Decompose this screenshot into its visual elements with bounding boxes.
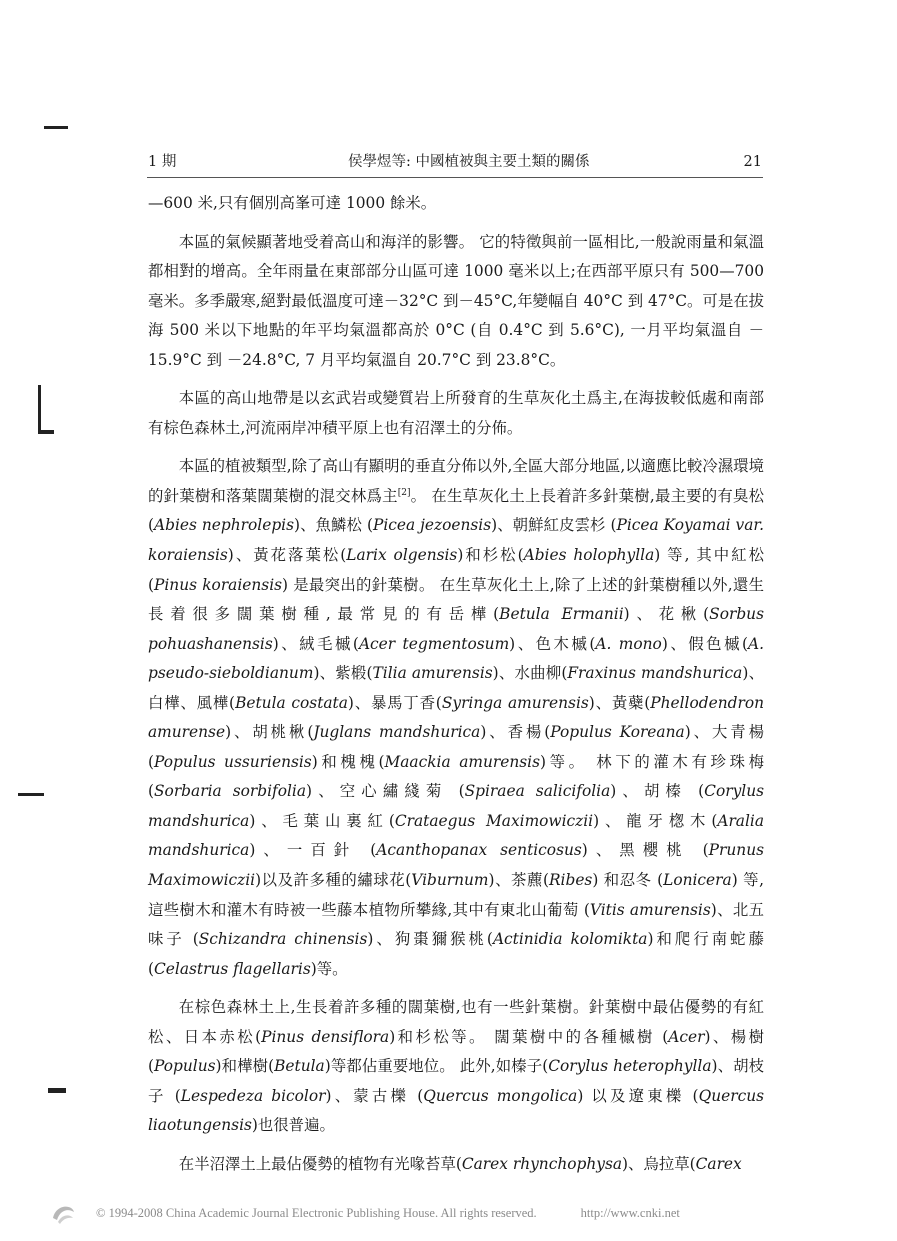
text-run: )、龍牙楤木( (593, 811, 718, 830)
body-text (148, 189, 764, 1189)
page-number: 21 (743, 154, 762, 170)
latin-name: Sorbus pohuashanensis (148, 605, 764, 653)
text-run: )等。 林下的灌木有珍珠梅 ( (148, 752, 765, 801)
footer (48, 1198, 748, 1228)
latin-name: Populus ussuriensis (154, 752, 312, 771)
latin-name: Phellodendron amurense (148, 693, 764, 742)
cnki-logo-icon (48, 1198, 78, 1228)
text-run: )和爬行南蛇藤( (148, 930, 764, 978)
text-run: )、胡榛 ( (610, 782, 705, 801)
text-run: )和杉松( (457, 546, 524, 565)
text-run: )、黑櫻桃 ( (581, 841, 709, 860)
latin-name: Larix olgensis (346, 546, 458, 565)
latin-name: Picea jezoensis (372, 516, 492, 535)
latin-name: Actinidia kolomikta (492, 930, 648, 949)
latin-name: Acer tegmentosum (358, 634, 510, 653)
latin-name: Betula (274, 1057, 325, 1076)
text-run: )、空心繡綫菊 ( (306, 782, 465, 801)
latin-name: Juglans mandshurica (313, 723, 481, 742)
latin-name: Betula costata (235, 693, 348, 712)
footer-url[interactable]: http://www.cnki.net (580, 1205, 680, 1220)
text-run: ) 等, 這些樹木和灌木有時被一些藤本植物所攀緣,其中有東北山葡萄 ( (148, 871, 765, 919)
text-run: )、黃蘗( (588, 693, 651, 712)
text-run: )、胡枝子 ( (148, 1057, 765, 1105)
latin-name: Prunus Maximowiczii (148, 841, 765, 890)
text-run: —600 米,只有個別高峯可達 1000 餘米。 (148, 194, 437, 212)
text-run: 。 在生草灰化土上長着許多針葉樹,最主要的有臭松 ( (148, 486, 764, 535)
latin-name: Lespedeza bicolor (180, 1086, 326, 1105)
paragraph (148, 452, 764, 984)
text-run: 在半沼澤土上最佔優勢的植物有光喙苔草( (178, 1154, 462, 1173)
text-run: ) 等, 其中紅松 ( (148, 546, 764, 594)
text-run: )、黃花落葉松( (227, 546, 347, 565)
text-run: 本區的氣候顯著地受着高山和海洋的影響。 它的特徵與前一區相比,一般說雨量和氣溫都相對的增高。全年雨量在東部部分山區可達 1000 毫米以上;在西部平原只有 500—700 毫米。多季嚴寒,絕對最低溫度可達－32°C 到－45°C,年變幅自 40°C 到 47°C。可是在拔海 500 米以下地點的年平均氣溫都高於 0°C (自 0.4°C 到 5.6°C), 一月平均氣溫自 －15.9°C 到 －24.8°C, 7 月平均氣溫自 20.7°C 到 23.8°C。 (148, 232, 764, 369)
text-run: )、花楸( (623, 605, 710, 624)
text-run: )、茶藨( (488, 871, 549, 890)
latin-name: Abies nephrolepis (154, 516, 294, 535)
paragraph (148, 384, 764, 443)
paragraph (148, 189, 764, 219)
text-run: )和樺樹( (215, 1057, 275, 1076)
latin-name: Corylus heterophylla (548, 1057, 712, 1076)
text-run: )、假色槭( (661, 634, 748, 653)
text-run: )和杉松等。 闊葉樹中的各種槭樹 ( (389, 1027, 669, 1046)
scan-mark (18, 793, 44, 796)
text-run: )、魚鱗松 ( (294, 516, 373, 535)
latin-name: Pinus densiflora (261, 1027, 390, 1046)
latin-name: Picea Koyamai var. koraiensis (148, 516, 764, 565)
text-run: )、大青楊( (148, 723, 764, 771)
latin-name: Acanthopanax senticosus (376, 841, 582, 860)
latin-name: Ribes (548, 871, 593, 890)
latin-name: Crataegus Maximowiczii (394, 811, 594, 830)
text-run: )、狗棗獮猴桃( (367, 930, 493, 949)
text-run: 在棕色森林土上,生長着許多種的闊葉樹,也有一些針葉樹。針葉樹中最佔優勢的有紅松、日本赤松( (148, 998, 764, 1046)
latin-name: Maackia amurensis (384, 752, 540, 771)
latin-name: Acer (668, 1027, 705, 1046)
text-run: ) 和忍冬 ( (592, 871, 664, 890)
text-run: )、毛葉山裏紅( (249, 811, 395, 830)
text-run: )、香楊( (480, 723, 551, 742)
text-run: ) 以及遼東櫟 ( (577, 1086, 699, 1105)
text-run: )等都佔重要地位。 此外,如榛子( (324, 1057, 549, 1076)
text-run: )、紫椴( (313, 664, 373, 683)
text-run: )、絨毛槭( (272, 634, 359, 653)
text-run: )、胡桃楸( (225, 723, 314, 742)
text-run: ) 是最突出的針葉樹。 在生草灰化土上,除了上述的針葉樹種以外,還生長着很多闊葉樹種,最常見的有岳樺( (148, 575, 764, 624)
latin-name: A. pseudo-sieboldianum (148, 634, 764, 683)
text-run: 本區的高山地帶是以玄武岩或變質岩上所發育的生草灰化土爲主,在海拔較低處和南部有棕色森林土,河流兩岸冲積平原上也有沼澤土的分佈。 (148, 389, 764, 437)
latin-name: Pinus koraiensis (154, 575, 283, 594)
text-run: )、北五味子 ( (148, 900, 764, 949)
latin-name: A. mono (595, 634, 662, 653)
latin-name: Spiraea salicifolia (464, 782, 611, 801)
paragraph (148, 1150, 764, 1180)
latin-name: Tilia amurensis (372, 664, 493, 683)
text-run: )、烏拉草( (622, 1154, 696, 1173)
scan-mark (38, 385, 41, 433)
running-header (148, 150, 762, 171)
latin-name: Abies holophylla (523, 546, 655, 565)
latin-name: Fraxinus mandshurica (567, 664, 743, 683)
latin-name: Carex (695, 1154, 742, 1173)
text-run: )等。 (310, 959, 348, 978)
latin-name: Sorbaria sorbifolia (154, 782, 307, 801)
latin-name: Betula Ermanii (499, 605, 624, 624)
latin-name: Syringa amurensis (441, 693, 589, 712)
text-run: )、蒙古櫟 ( (325, 1086, 424, 1105)
latin-name: Populus (154, 1057, 216, 1076)
latin-name: Schizandra chinensis (198, 930, 368, 949)
text-run: )、白樺、風樺( (148, 664, 764, 712)
scan-mark (44, 126, 68, 129)
text-run: 本區的植被類型,除了高山有顯明的垂直分佈以外,全區大部分地區,以適應比較冷濕環境的針葉樹和落葉闊葉樹的混交林爲主 (148, 457, 764, 505)
latin-name: Carex rhynchophysa (461, 1154, 623, 1173)
scan-mark (48, 1088, 66, 1093)
latin-name: Viburnum (411, 871, 489, 890)
latin-name: Quercus liaotungensis (148, 1086, 765, 1135)
reference-marker: [2] (397, 487, 411, 498)
latin-name: Corylus mandshurica (148, 782, 764, 830)
text-run: )和槐槐( (311, 752, 385, 771)
latin-name: Aralia mandshurica (148, 811, 764, 860)
text-run: )、朝鮮紅皮雲杉 ( (491, 516, 617, 535)
text-run: )、暴馬丁香( (347, 693, 442, 712)
paragraph (148, 993, 764, 1141)
paragraph (148, 228, 764, 376)
latin-name: Quercus mongolica (423, 1086, 578, 1105)
latin-name: Celastrus flagellaris (154, 959, 311, 978)
running-title: 侯學煜等: 中國植被與主要土類的關係 (348, 154, 590, 170)
latin-name: Lonicera (663, 871, 732, 890)
text-run: )也很普遍。 (251, 1116, 335, 1135)
latin-name: Vitis amurensis (589, 900, 711, 919)
copyright-notice: © 1994-2008 China Academic Journal Electronic Publishing House. All rights reserved. (96, 1205, 537, 1220)
text-run: )、一百針 ( (249, 841, 377, 860)
scan-mark (38, 430, 54, 434)
header-rule (147, 177, 763, 178)
text-run: )、水曲柳( (492, 664, 568, 683)
latin-name: Populus Koreana (550, 723, 685, 742)
issue-number: 1 期 (148, 154, 177, 170)
text-run: )、色木槭( (509, 634, 596, 653)
text-run: )、楊樹 ( (148, 1027, 764, 1076)
text-run: )以及許多種的繡球花( (255, 871, 412, 890)
